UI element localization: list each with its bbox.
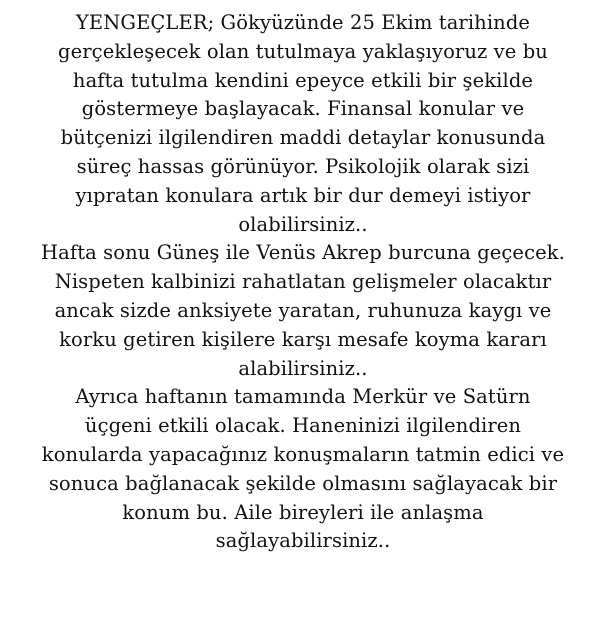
- text-line: Ayrıca haftanın tamamında Merkür ve Satürn: [75, 385, 531, 409]
- text-line: Hafta sonu Güneş ile Venüs Akrep burcuna geçecek.: [41, 241, 565, 265]
- paragraph-3: [8, 383, 598, 556]
- text-line: yıpratan konulara artık bir dur demeyi istiyor: [75, 183, 531, 207]
- text-line: Nispeten kalbinizi rahatlatan gelişmeler olacaktır: [54, 270, 552, 294]
- paragraph-1: [8, 9, 598, 239]
- text-line: sonuca bağlanacak şekilde olmasını sağlayacak bir: [48, 471, 558, 495]
- text-line: üçgeni etkili olacak. Haneninizi ilgilendiren: [84, 414, 522, 438]
- text-line: korku getiren kişilere karşı mesafe koyma kararı: [59, 327, 547, 351]
- text-line: olabilirsiniz..: [238, 212, 368, 236]
- text-line: sağlayabilirsiniz..: [215, 529, 391, 553]
- text-line: YENGEÇLER; Gökyüzünde 25 Ekim tarihinde: [75, 11, 531, 34]
- text-line: konum bu. Aile bireyleri ile anlaşma: [122, 500, 484, 524]
- text-line: ancak sizde anksiyete yaratan, ruhunuza kaygı ve: [54, 298, 552, 322]
- text-line: alabilirsiniz..: [238, 356, 368, 380]
- text-line: bütçenizi ilgilendiren maddi detaylar konusunda: [60, 126, 546, 150]
- paragraph-2: [8, 239, 598, 383]
- text-line: süreç hassas görünüyor. Psikolojik olarak sizi: [76, 154, 530, 178]
- text-line: göstermeye başlayacak. Finansal konular ve: [81, 97, 525, 121]
- text-line: konularda yapacağınız konuşmaların tatmin edici ve: [41, 442, 565, 466]
- text-line: hafta tutulma kendini epeyce etkili bir şekilde: [72, 68, 534, 92]
- text-line: gerçekleşecek olan tutulmaya yaklaşıyoruz ve bu: [58, 39, 548, 63]
